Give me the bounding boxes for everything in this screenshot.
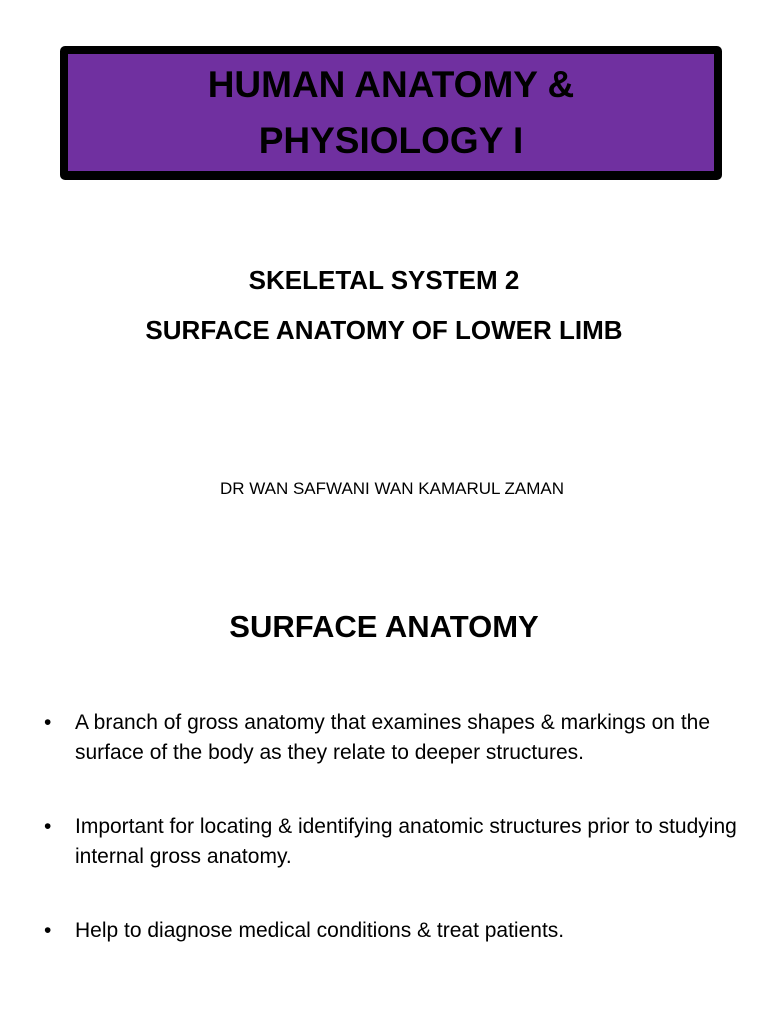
bullet-item <box>44 812 744 872</box>
bullet-dot-icon: • <box>44 711 52 734</box>
bullet-text: Important for locating & identifying anatomic structures prior to studying internal gross anatomy. <box>75 815 737 868</box>
section-title: SURFACE ANATOMY <box>229 609 539 644</box>
bullet-item <box>44 708 744 768</box>
bullet-dot-icon: • <box>44 815 52 838</box>
subtitle-line-1: SKELETAL SYSTEM 2 <box>248 265 520 295</box>
title-line-2: PHYSIOLOGY I <box>258 119 524 161</box>
bullet-dot-icon: • <box>44 919 52 942</box>
subtitle-line-2: SURFACE ANATOMY OF LOWER LIMB <box>145 315 623 345</box>
title-box-fill <box>68 54 714 171</box>
bullet-text: A branch of gross anatomy that examines shapes & markings on the surface of the body as they relate to deeper structures. <box>75 711 711 764</box>
author-name: DR WAN SAFWANI WAN KAMARUL ZAMAN <box>219 479 565 498</box>
bullet-item <box>44 916 744 946</box>
bullet-list <box>44 708 744 990</box>
bullet-text: Help to diagnose medical conditions & treat patients. <box>75 919 565 942</box>
title-box <box>60 46 722 180</box>
title-line-1: HUMAN ANATOMY & <box>207 63 575 105</box>
